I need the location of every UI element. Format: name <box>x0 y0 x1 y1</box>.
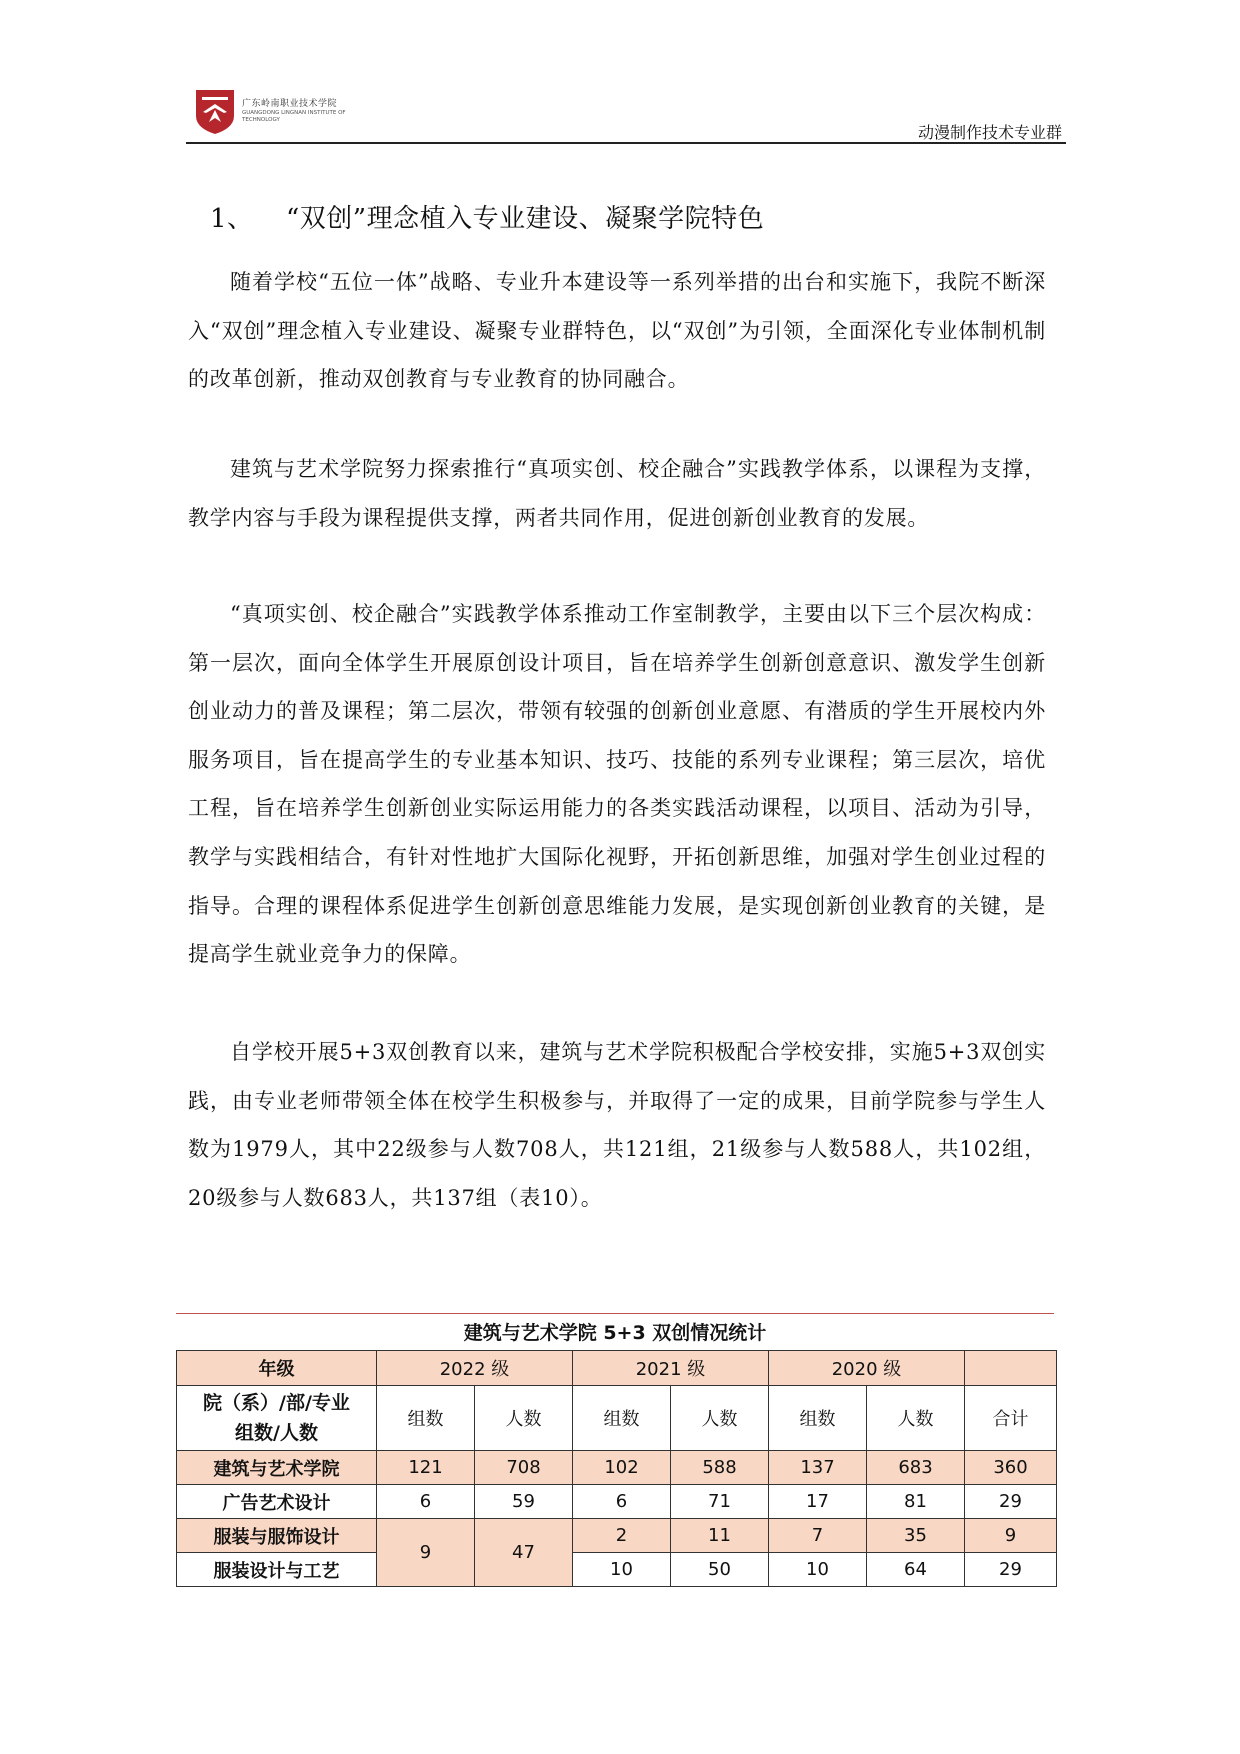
col-groups-2021: 组数 <box>573 1386 671 1451</box>
cell: 11 <box>671 1519 769 1553</box>
section-number: 1、 <box>210 204 254 234</box>
cell: 35 <box>867 1519 965 1553</box>
col-total: 合计 <box>965 1386 1057 1451</box>
page-header <box>186 82 1066 144</box>
stats-table <box>176 1350 1057 1587</box>
section-title: “双创”理念植入专业建设、凝聚学院特色 <box>286 204 765 234</box>
cell: 137 <box>769 1451 867 1485</box>
row-name: 服装设计与工艺 <box>177 1553 377 1587</box>
cell: 29 <box>965 1485 1057 1519</box>
cell: 6 <box>573 1485 671 1519</box>
cell: 102 <box>573 1451 671 1485</box>
cell: 64 <box>867 1553 965 1587</box>
row-name: 广告艺术设计 <box>177 1485 377 1519</box>
cell: 7 <box>769 1519 867 1553</box>
table-row <box>177 1485 1057 1519</box>
cell: 588 <box>671 1451 769 1485</box>
cell: 10 <box>573 1553 671 1587</box>
year-2020: 2020 级 <box>769 1351 965 1386</box>
college-name-en: GUANGDONG LINGNAN INSTITUTE OF TECHNOLOGY <box>242 110 346 123</box>
cell: 121 <box>377 1451 475 1485</box>
paragraph-2: 建筑与艺术学院努力探索推行“真项实创、校企融合”实践教学体系，以课程为支撑，教学内容与手段为课程提供支撑，两者共同作用，促进创新创业教育的发展。 <box>188 457 1046 530</box>
col-groups-2020: 组数 <box>769 1386 867 1451</box>
table-top-rule <box>176 1313 1054 1314</box>
header-divider <box>186 142 1066 144</box>
row-name: 服装与服饰设计 <box>177 1519 377 1553</box>
cell: 81 <box>867 1485 965 1519</box>
col-people-2022: 人数 <box>475 1386 573 1451</box>
year-2022: 2022 级 <box>377 1351 573 1386</box>
cell: 683 <box>867 1451 965 1485</box>
col-groups-2022: 组数 <box>377 1386 475 1451</box>
table-row <box>177 1553 1057 1587</box>
table-row <box>177 1451 1057 1485</box>
table-row <box>177 1519 1057 1553</box>
merged-people-2022: 47 <box>475 1519 573 1587</box>
cell: 360 <box>965 1451 1057 1485</box>
cell: 59 <box>475 1485 573 1519</box>
paragraph-3: “真项实创、校企融合”实践教学体系推动工作室制教学，主要由以下三个层次构成：第一层次，面向全体学生开展原创设计项目，旨在培养学生创新创意意识、激发学生创新创业动力的普及课程；第二层次，带领有较强的创新创业意愿、有潜质的学生开展校内外服务项目，旨在提高学生的专业基本知识、技巧、技能的系列专业课程；第三层次，培优工程，旨在培养学生创新创业实际运用能力的各类实践活动课程，以项目、活动为引导，教学与实践相结合，有针对性地扩大国际化视野，开拓创新思维，加强对学生创业过程的指导。合理的课程体系促进学生创新创意思维能力发展，是实现创新创业教育的关键，是提高学生就业竞争力的保障。 <box>188 602 1046 967</box>
grade-label: 年级 <box>177 1351 377 1386</box>
table-caption: 建筑与艺术学院 5+3 双创情况统计 <box>463 1322 767 1344</box>
college-name <box>242 96 352 124</box>
cell: 29 <box>965 1553 1057 1587</box>
row-name: 建筑与艺术学院 <box>177 1451 377 1485</box>
table-header-row-columns <box>177 1386 1057 1451</box>
cell: 6 <box>377 1485 475 1519</box>
merged-groups-2022: 9 <box>377 1519 475 1587</box>
year-2021: 2021 级 <box>573 1351 769 1386</box>
college-name-cn: 广东岭南职业技术学院 <box>242 99 338 109</box>
cell: 2 <box>573 1519 671 1553</box>
cell: 10 <box>769 1553 867 1587</box>
row-label-line1: 院（系）/部/专业 <box>203 1392 350 1414</box>
college-logo-icon <box>194 88 236 136</box>
cell: 50 <box>671 1553 769 1587</box>
cell: 71 <box>671 1485 769 1519</box>
header-group-title: 动漫制作技术专业群 <box>917 123 1062 142</box>
section-heading <box>210 198 764 235</box>
row-label-header <box>177 1386 377 1451</box>
col-people-2020: 人数 <box>867 1386 965 1451</box>
cell: 17 <box>769 1485 867 1519</box>
cell: 708 <box>475 1451 573 1485</box>
year-blank <box>965 1351 1057 1386</box>
cell: 9 <box>965 1519 1057 1553</box>
col-people-2021: 人数 <box>671 1386 769 1451</box>
table-header-row-grade <box>177 1351 1057 1386</box>
paragraph-1: 随着学校“五位一体”战略、专业升本建设等一系列举措的出台和实施下，我院不断深入“双创”理念植入专业建设、凝聚专业群特色，以“双创”为引领，全面深化专业体制机制的改革创新，推动双创教育与专业教育的协同融合。 <box>188 270 1046 392</box>
row-label-line2: 组数/人数 <box>235 1422 318 1444</box>
paragraph-4: 自学校开展5+3双创教育以来，建筑与艺术学院积极配合学校安排，实施5+3双创实践，由专业老师带领全体在校学生积极参与，并取得了一定的成果，目前学院参与学生人数为1979人，其中22级参与人数708人，共121组，21级参与人数588人，共102组，20级参与人数683人，共137组（表10）。 <box>188 1040 1046 1210</box>
